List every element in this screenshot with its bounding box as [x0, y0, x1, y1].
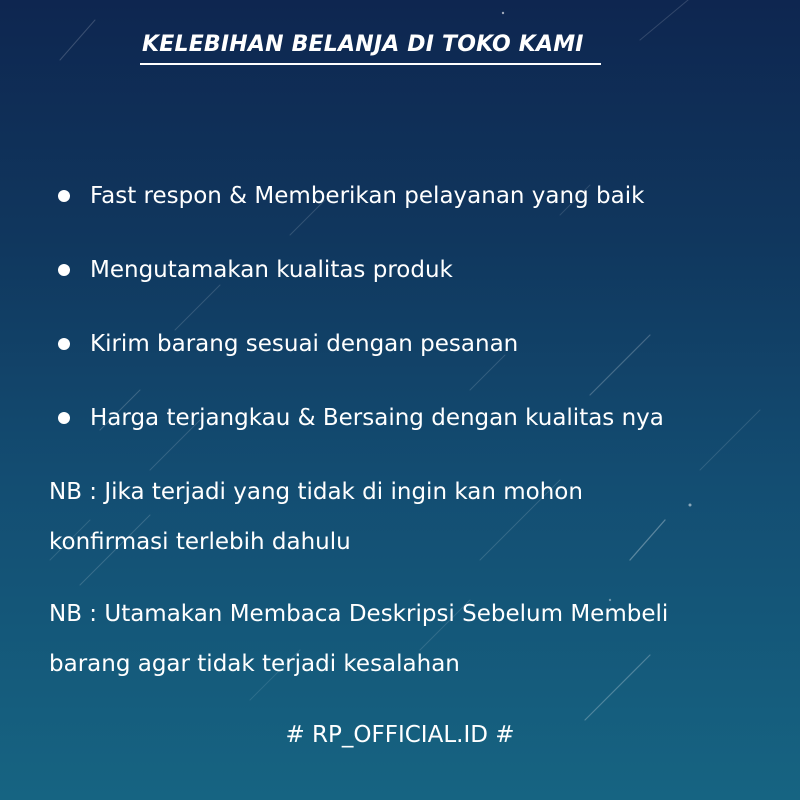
note-line: NB : Utamakan Membaca Deskripsi Sebelum Membeli	[49, 601, 669, 627]
list-item-text: Kirim barang sesuai dengan pesanan	[90, 331, 519, 357]
bullet-dot-icon	[58, 190, 70, 202]
bullet-dot-icon	[58, 264, 70, 276]
shop-tagline: # RP_OFFICIAL.ID #	[285, 722, 515, 748]
note-line: barang agar tidak terjadi kesalahan	[49, 651, 460, 677]
list-item-text: Fast respon & Memberikan pelayanan yang baik	[90, 183, 645, 209]
bullet-dot-icon	[58, 338, 70, 350]
list-item	[58, 327, 518, 361]
page-title: KELEBIHAN BELANJA DI TOKO KAMI	[142, 32, 584, 57]
list-item-text: Mengutamakan kualitas produk	[90, 257, 453, 283]
note-line: NB : Jika terjadi yang tidak di ingin kan mohon	[49, 479, 583, 505]
note-read-description	[49, 589, 769, 689]
list-item	[58, 253, 453, 287]
list-item-text: Harga terjangkau & Bersaing dengan kualitas nya	[90, 405, 664, 431]
list-item	[58, 179, 644, 213]
bullet-dot-icon	[58, 412, 70, 424]
title-underline	[140, 63, 601, 65]
note-confirmation	[49, 467, 769, 567]
list-item	[58, 401, 664, 435]
note-line: konfirmasi terlebih dahulu	[49, 529, 351, 555]
